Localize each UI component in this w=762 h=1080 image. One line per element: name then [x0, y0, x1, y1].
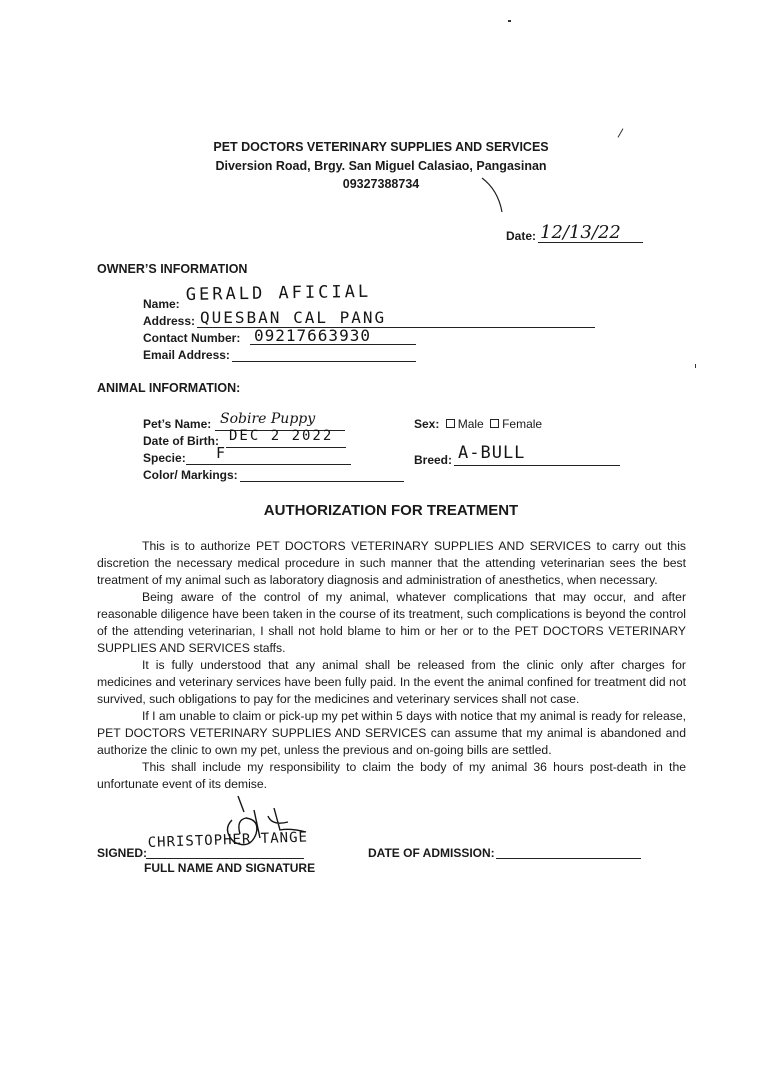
scan-mark — [618, 128, 624, 137]
sex-label: Sex: — [414, 417, 440, 431]
sex-field — [414, 417, 542, 431]
company-phone: 09327388734 — [342, 177, 420, 191]
admission-label: DATE OF ADMISSION: — [368, 846, 495, 860]
admission-line[interactable] — [496, 858, 641, 859]
color-line[interactable] — [240, 481, 404, 482]
date-label: Date: — [506, 229, 537, 243]
sex-male-label: Male — [457, 417, 484, 431]
animal-section-title: ANIMAL INFORMATION: — [97, 381, 241, 395]
authorization-title: AUTHORIZATION FOR TREATMENT — [263, 502, 519, 519]
specie-value[interactable]: F — [216, 444, 227, 462]
scan-mark — [508, 20, 511, 22]
color-label: Color/ Markings: — [143, 468, 238, 482]
signature-caption: FULL NAME AND SIGNATURE — [144, 861, 316, 875]
owner-contact-value[interactable]: 09217663930 — [254, 326, 371, 345]
pet-name-label: Pet’s Name: — [143, 417, 212, 431]
paragraph: If I am unable to claim or pick-up my pet within 5 days with notice that my animal is ready for release, PET DOCTORS VETERINARY SUPPLIES AND SERVICES can assume that my animal is abandoned and authorize the clinic to own my pet, unless the previous and on-going bills are settled. — [97, 709, 686, 757]
breed-line — [454, 465, 620, 466]
signed-name[interactable]: CHRISTOPHER TANGE — [147, 829, 309, 851]
scan-mark — [695, 364, 696, 368]
owner-section-title: OWNER’S INFORMATION — [97, 262, 248, 276]
pen-stroke — [480, 176, 510, 216]
company-name: PET DOCTORS VETERINARY SUPPLIES AND SERVICES — [213, 140, 549, 154]
dob-line — [226, 447, 346, 448]
owner-name-value[interactable]: GERALD AFICIAL — [185, 281, 372, 305]
paragraph: Being aware of the control of my animal, whatever complications that may occur, and after reasonable diligence have been taken in the course of its treatment, such complications is beyond the control of the attending veterinarian, I shall not hold blame to him or her or to the PET DOCTORS VETERINARY SUPPLIES AND SERVICES staffs. — [97, 590, 686, 655]
owner-email-label: Email Address: — [143, 348, 230, 362]
signed-label: SIGNED: — [97, 846, 148, 860]
dob-value[interactable]: DEC 2 2022 — [229, 428, 334, 444]
specie-label: Specie: — [143, 451, 186, 465]
authorization-body — [97, 538, 686, 793]
company-address: Diversion Road, Brgy. San Miguel Calasiao, Pangasinan — [215, 158, 547, 173]
paragraph: This is to authorize PET DOCTORS VETERINARY SUPPLIES AND SERVICES to carry out this discretion the necessary medical procedure in such manner that the attending veterinarian sees the best treatment of my animal such as laboratory diagnosis and administration of anesthetics, when necessary. — [97, 539, 686, 587]
sex-male-checkbox[interactable] — [446, 419, 455, 428]
specie-line — [186, 464, 351, 465]
date-value[interactable]: 12/13/22 — [540, 222, 621, 243]
pet-name-value[interactable]: Sobire Puppy — [220, 411, 316, 427]
paragraph: This shall include my responsibility to claim the body of my animal 36 hours post-death in the unfortunate event of its demise. — [97, 760, 686, 791]
owner-address-value[interactable]: QUESBAN CAL PANG — [200, 308, 387, 327]
owner-email-line[interactable] — [232, 361, 416, 362]
letterhead — [0, 138, 762, 194]
signature-scrawl — [210, 790, 320, 860]
sex-female-checkbox[interactable] — [490, 419, 499, 428]
dob-label: Date of Birth: — [143, 434, 219, 448]
sex-female-label: Female — [502, 417, 543, 431]
breed-value[interactable]: A-BULL — [458, 443, 526, 463]
owner-contact-label: Contact Number: — [143, 331, 241, 345]
owner-address-label: Address: — [143, 314, 196, 328]
owner-name-label: Name: — [143, 297, 180, 311]
paragraph: It is fully understood that any animal shall be released from the clinic only after charges for medicines and veterinary services have been fully paid. In the event the animal confined for treatment did not survived, such obligations to pay for the medicines and veterinary services shall not case. — [97, 658, 686, 706]
breed-label: Breed: — [414, 453, 453, 467]
